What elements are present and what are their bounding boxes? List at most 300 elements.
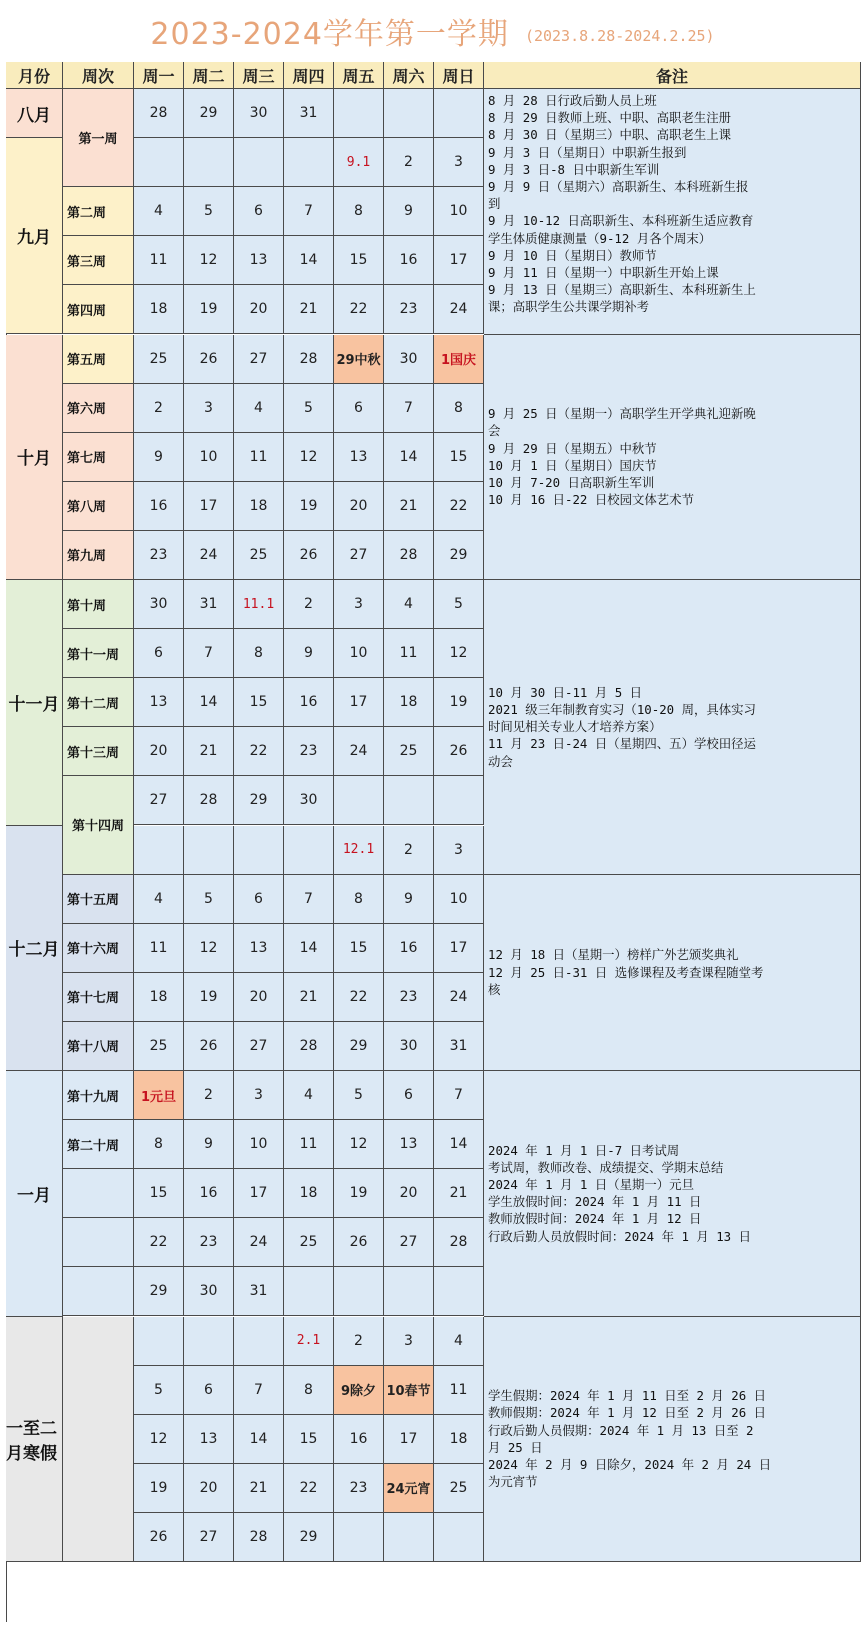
date-cell: 3 <box>334 580 384 629</box>
date-cell: 25 <box>434 1464 484 1513</box>
date-cell: 31 <box>284 89 334 138</box>
week-cell: 第十周 <box>63 580 134 629</box>
date-cell: 15 <box>284 1415 334 1464</box>
date-cell: 27 <box>184 1513 234 1562</box>
date-cell: 8 <box>434 384 484 433</box>
remark-line: 9 月 11 日（星期一）中职新生开始上课 <box>488 265 719 281</box>
date-cell: 22 <box>284 1464 334 1513</box>
week-cell: 第五周 <box>63 335 134 384</box>
date-cell: 4 <box>134 187 184 236</box>
date-cell: 11 <box>434 1366 484 1415</box>
date-cell: 22 <box>434 482 484 531</box>
date-cell: 29 <box>284 1513 334 1562</box>
remark-line: 教师放假时间：2024 年 1 月 12 日 <box>488 1211 702 1227</box>
week-cell: 第十一周 <box>63 629 134 678</box>
empty-date-cell <box>434 89 484 138</box>
date-cell: 31 <box>234 1267 284 1316</box>
date-cell: 31 <box>434 1022 484 1071</box>
remark-line: 8 月 30 日（星期三）中职、高职老生上课 <box>488 127 732 143</box>
date-cell: 11 <box>384 629 434 678</box>
date-cell: 17 <box>434 924 484 973</box>
date-cell: 9 <box>184 1120 234 1169</box>
week-cell: 第十四周 <box>63 776 134 874</box>
remarks-cell <box>484 335 861 581</box>
date-cell: 25 <box>234 531 284 580</box>
date-cell: 7 <box>284 187 334 236</box>
date-cell: 6 <box>234 187 284 236</box>
date-cell: 22 <box>334 285 384 334</box>
date-cell: 27 <box>384 1218 434 1267</box>
date-cell: 25 <box>384 727 434 776</box>
week-cell: 第十三周 <box>63 727 134 776</box>
date-cell: 13 <box>334 433 384 482</box>
empty-date-cell <box>334 1267 384 1316</box>
remark-line: 9 月 3 日（星期日）中职新生报到 <box>488 144 687 160</box>
column-header: 月份 <box>6 62 63 89</box>
date-cell: 14 <box>434 1120 484 1169</box>
remark-line: 11 月 23 日-24 日（星期四、五）学校田径运 <box>488 736 756 752</box>
date-cell: 19 <box>184 285 234 334</box>
date-cell: 27 <box>234 335 284 384</box>
date-cell: 8 <box>334 187 384 236</box>
date-cell: 19 <box>134 1464 184 1513</box>
date-cell: 15 <box>234 678 284 727</box>
date-cell: 13 <box>384 1120 434 1169</box>
date-cell: 6 <box>184 1366 234 1415</box>
month-cell: 一月 <box>6 1071 63 1317</box>
date-cell: 28 <box>284 335 334 384</box>
empty-date-cell <box>434 1513 484 1562</box>
date-cell: 17 <box>334 678 384 727</box>
remark-line: 2024 年 1 月 1 日-7 日考试周 <box>488 1142 680 1158</box>
remark-line: 月 25 日 <box>488 1439 543 1455</box>
date-cell: 15 <box>334 924 384 973</box>
remark-line: 9 月 9 日（星期六）高职新生、本科班新生报 <box>488 179 749 195</box>
empty-date-cell <box>184 138 234 187</box>
remark-line: 9 月 25 日（星期一）高职学生开学典礼迎新晚 <box>488 406 756 422</box>
column-header: 周一 <box>134 62 184 89</box>
date-cell: 3 <box>434 138 484 187</box>
week-cell: 第七周 <box>63 433 134 482</box>
date-cell: 2 <box>384 138 434 187</box>
empty-date-cell <box>384 89 434 138</box>
date-cell: 6 <box>384 1071 434 1120</box>
date-cell: 14 <box>234 1415 284 1464</box>
empty-date-cell <box>234 138 284 187</box>
date-cell: 27 <box>234 1022 284 1071</box>
date-cell: 27 <box>134 776 184 825</box>
date-cell: 20 <box>384 1169 434 1218</box>
date-cell: 7 <box>234 1366 284 1415</box>
week-cell: 第十七周 <box>63 973 134 1022</box>
date-cell: 24元宵 <box>384 1464 434 1513</box>
date-cell: 9 <box>384 187 434 236</box>
date-cell: 7 <box>184 629 234 678</box>
date-cell: 24 <box>234 1218 284 1267</box>
column-header: 周二 <box>184 62 234 89</box>
date-cell: 17 <box>184 482 234 531</box>
empty-date-cell <box>434 1267 484 1316</box>
date-cell: 29 <box>334 1022 384 1071</box>
date-cell: 14 <box>184 678 234 727</box>
date-cell: 7 <box>284 875 334 924</box>
remark-line: 2024 年 2 月 9 日除夕，2024 年 2 月 24 日 <box>488 1456 772 1472</box>
column-header: 周四 <box>284 62 334 89</box>
date-cell: 11 <box>234 433 284 482</box>
date-cell: 28 <box>384 531 434 580</box>
remark-line: 动会 <box>488 753 513 769</box>
remark-line: 会 <box>488 423 501 439</box>
date-cell: 24 <box>434 973 484 1022</box>
date-cell: 25 <box>134 335 184 384</box>
empty-date-cell <box>234 1317 284 1366</box>
week-cell: 第二十周 <box>63 1120 134 1169</box>
date-cell: 19 <box>434 678 484 727</box>
date-cell: 24 <box>334 727 384 776</box>
date-cell: 5 <box>284 384 334 433</box>
date-cell: 23 <box>284 727 334 776</box>
column-header: 周六 <box>384 62 434 89</box>
remark-line: 10 月 16 日-22 日校园文体艺术节 <box>488 492 694 508</box>
date-cell: 2 <box>334 1317 384 1366</box>
date-cell: 12 <box>184 236 234 285</box>
date-cell: 31 <box>184 580 234 629</box>
date-cell: 11 <box>134 236 184 285</box>
date-cell: 8 <box>134 1120 184 1169</box>
remark-line: 考试周，教师改卷、成绩提交、学期末总结 <box>488 1159 724 1175</box>
date-cell: 11 <box>134 924 184 973</box>
week-cell: 第十八周 <box>63 1022 134 1071</box>
empty-date-cell <box>384 776 434 825</box>
week-cell <box>63 1169 134 1218</box>
remark-line: 10 月 7-20 日高职新生军训 <box>488 474 655 490</box>
column-header: 周次 <box>63 62 134 89</box>
date-cell: 10春节 <box>384 1366 434 1415</box>
week-cell: 第十二周 <box>63 678 134 727</box>
empty-date-cell <box>184 1317 234 1366</box>
date-cell: 21 <box>284 285 334 334</box>
date-cell: 12 <box>284 433 334 482</box>
date-cell: 26 <box>134 1513 184 1562</box>
month-cell: 十月 <box>6 335 63 581</box>
empty-date-cell <box>334 89 384 138</box>
date-cell: 22 <box>234 727 284 776</box>
date-cell: 1国庆 <box>434 335 484 384</box>
empty-date-cell <box>334 1513 384 1562</box>
week-cell: 第六周 <box>63 384 134 433</box>
date-cell: 21 <box>284 973 334 1022</box>
empty-date-cell <box>384 1513 434 1562</box>
title-date-range: (2023.8.28-2024.2.25) <box>524 27 715 45</box>
date-cell: 30 <box>234 89 284 138</box>
empty-date-cell <box>384 1267 434 1316</box>
remark-line: 学生假期：2024 年 1 月 11 日至 2 月 26 日 <box>488 1388 767 1404</box>
remark-line: 2021 级三年制教育实习（10-20 周，具体实习 <box>488 701 756 717</box>
date-cell: 3 <box>234 1071 284 1120</box>
remark-line: 2024 年 1 月 1 日（星期一）元旦 <box>488 1177 694 1193</box>
date-cell: 24 <box>434 285 484 334</box>
remarks-cell <box>484 1317 861 1563</box>
date-cell: 26 <box>284 531 334 580</box>
date-cell: 18 <box>434 1415 484 1464</box>
remark-line: 行政后勤人员假期：2024 年 1 月 13 日至 2 <box>488 1422 754 1438</box>
date-cell: 2 <box>284 580 334 629</box>
date-cell: 21 <box>234 1464 284 1513</box>
date-cell: 12.1 <box>334 826 384 875</box>
week-cell: 第十九周 <box>63 1071 134 1120</box>
date-cell: 5 <box>134 1366 184 1415</box>
month-cell: 八月 <box>6 89 63 138</box>
month-cell: 十二月 <box>6 826 63 1072</box>
date-cell: 6 <box>334 384 384 433</box>
remark-line: 9 月 10-12 日高职新生、本科班新生适应教育 <box>488 213 754 229</box>
date-cell: 5 <box>334 1071 384 1120</box>
date-cell: 20 <box>234 285 284 334</box>
month-cell: 十一月 <box>6 580 63 826</box>
date-cell: 5 <box>184 875 234 924</box>
remarks-cell <box>484 1071 861 1317</box>
date-cell: 26 <box>434 727 484 776</box>
date-cell: 23 <box>384 973 434 1022</box>
remark-line: 到 <box>488 196 501 212</box>
empty-date-cell <box>334 776 384 825</box>
date-cell: 13 <box>234 236 284 285</box>
date-cell: 17 <box>234 1169 284 1218</box>
date-cell: 4 <box>384 580 434 629</box>
remark-line: 教师假期：2024 年 1 月 12 日至 2 月 26 日 <box>488 1405 767 1421</box>
empty-date-cell <box>134 138 184 187</box>
date-cell: 4 <box>134 875 184 924</box>
remark-line: 10 月 1 日（星期日）国庆节 <box>488 457 657 473</box>
date-cell: 21 <box>184 727 234 776</box>
remark-line: 学生放假时间：2024 年 1 月 11 日 <box>488 1194 702 1210</box>
date-cell: 22 <box>334 973 384 1022</box>
date-cell: 19 <box>334 1169 384 1218</box>
date-cell: 2 <box>184 1071 234 1120</box>
date-cell: 3 <box>384 1317 434 1366</box>
date-cell: 15 <box>134 1169 184 1218</box>
date-cell: 20 <box>334 482 384 531</box>
date-cell: 28 <box>234 1513 284 1562</box>
date-cell: 13 <box>234 924 284 973</box>
date-cell: 21 <box>434 1169 484 1218</box>
remarks-cell <box>484 89 861 335</box>
date-cell: 9除夕 <box>334 1366 384 1415</box>
date-cell: 14 <box>284 236 334 285</box>
week-cell: 第十五周 <box>63 875 134 924</box>
date-cell: 9 <box>134 433 184 482</box>
date-cell: 12 <box>334 1120 384 1169</box>
date-cell: 25 <box>284 1218 334 1267</box>
date-cell: 13 <box>184 1415 234 1464</box>
date-cell: 2 <box>134 384 184 433</box>
date-cell: 26 <box>334 1218 384 1267</box>
date-cell: 18 <box>384 678 434 727</box>
date-cell: 4 <box>434 1317 484 1366</box>
date-cell: 10 <box>434 187 484 236</box>
remark-line: 12 月 18 日（星期一）榜样广外艺颁奖典礼 <box>488 947 739 963</box>
date-cell: 28 <box>284 1022 334 1071</box>
date-cell: 20 <box>234 973 284 1022</box>
remark-line: 12 月 25 日-31 日 选修课程及考查课程随堂考 <box>488 964 764 980</box>
month-cell: 一至二月寒假 <box>6 1317 63 1563</box>
date-cell: 18 <box>234 482 284 531</box>
empty-date-cell <box>184 826 234 875</box>
column-header: 备注 <box>484 62 861 89</box>
date-cell: 26 <box>184 335 234 384</box>
date-cell: 24 <box>184 531 234 580</box>
month-cell: 九月 <box>6 138 63 334</box>
date-cell: 12 <box>134 1415 184 1464</box>
date-cell: 11.1 <box>234 580 284 629</box>
date-cell: 16 <box>284 678 334 727</box>
empty-date-cell <box>284 138 334 187</box>
week-cell <box>63 1267 134 1316</box>
empty-date-cell <box>284 1267 334 1316</box>
date-cell: 30 <box>184 1267 234 1316</box>
date-cell: 5 <box>434 580 484 629</box>
date-cell: 25 <box>134 1022 184 1071</box>
week-cell: 第十六周 <box>63 924 134 973</box>
remark-line: 9 月 13 日（星期三）高职新生、本科班新生上 <box>488 282 756 298</box>
date-cell: 9.1 <box>334 138 384 187</box>
title-main: 2023-2024学年第一学期 <box>150 17 509 52</box>
date-cell: 4 <box>234 384 284 433</box>
date-cell: 23 <box>384 285 434 334</box>
date-cell: 2 <box>384 826 434 875</box>
date-cell: 16 <box>384 924 434 973</box>
remark-line: 为元宵节 <box>488 1474 538 1490</box>
date-cell: 8 <box>334 875 384 924</box>
date-cell: 29 <box>434 531 484 580</box>
date-cell: 23 <box>334 1464 384 1513</box>
remark-line: 课；高职学生公共课学期补考 <box>488 299 650 315</box>
date-cell: 6 <box>234 875 284 924</box>
date-cell: 16 <box>134 482 184 531</box>
remark-line: 时间见相关专业人才培养方案） <box>488 719 662 735</box>
remark-line: 行政后勤人员放假时间：2024 年 1 月 13 日 <box>488 1228 751 1244</box>
date-cell: 23 <box>184 1218 234 1267</box>
date-cell: 10 <box>334 629 384 678</box>
empty-date-cell <box>434 776 484 825</box>
week-cell: 第八周 <box>63 482 134 531</box>
week-cell <box>63 1218 134 1267</box>
date-cell: 26 <box>184 1022 234 1071</box>
date-cell: 17 <box>384 1415 434 1464</box>
date-cell: 21 <box>384 482 434 531</box>
remarks-cell <box>484 580 861 875</box>
date-cell: 30 <box>134 580 184 629</box>
date-cell: 3 <box>184 384 234 433</box>
date-cell: 28 <box>434 1218 484 1267</box>
date-cell: 10 <box>434 875 484 924</box>
date-cell: 29 <box>184 89 234 138</box>
date-cell: 8 <box>284 1366 334 1415</box>
column-header: 周三 <box>234 62 284 89</box>
date-cell: 17 <box>434 236 484 285</box>
date-cell: 27 <box>334 531 384 580</box>
remark-line: 9 月 29 日（星期五）中秋节 <box>488 440 657 456</box>
week-cell <box>63 1317 134 1563</box>
date-cell: 18 <box>284 1169 334 1218</box>
remark-line: 学生体质健康测量（9-12 月各个周末） <box>488 230 712 246</box>
date-cell: 29 <box>134 1267 184 1316</box>
date-cell: 19 <box>184 973 234 1022</box>
date-cell: 16 <box>184 1169 234 1218</box>
date-cell: 3 <box>434 826 484 875</box>
date-cell: 29 <box>234 776 284 825</box>
week-cell: 第四周 <box>63 285 134 334</box>
date-cell: 20 <box>184 1464 234 1513</box>
empty-date-cell <box>134 826 184 875</box>
remark-line: 9 月 3 日-8 日中职新生军训 <box>488 161 660 177</box>
date-cell: 1元旦 <box>134 1071 184 1120</box>
date-cell: 18 <box>134 285 184 334</box>
remark-line: 8 月 28 日行政后勤人员上班 <box>488 93 657 108</box>
date-cell: 6 <box>134 629 184 678</box>
date-cell: 30 <box>384 335 434 384</box>
date-cell: 10 <box>184 433 234 482</box>
date-cell: 15 <box>334 236 384 285</box>
week-cell: 第三周 <box>63 236 134 285</box>
remark-line: 10 月 30 日-11 月 5 日 <box>488 684 642 700</box>
date-cell: 29中秋 <box>334 335 384 384</box>
date-cell: 15 <box>434 433 484 482</box>
date-cell: 10 <box>234 1120 284 1169</box>
date-cell: 7 <box>434 1071 484 1120</box>
date-cell: 16 <box>384 236 434 285</box>
page-title <box>0 0 865 62</box>
date-cell: 16 <box>334 1415 384 1464</box>
date-cell: 28 <box>134 89 184 138</box>
date-cell: 12 <box>434 629 484 678</box>
date-cell: 13 <box>134 678 184 727</box>
date-cell: 20 <box>134 727 184 776</box>
week-cell: 第一周 <box>63 89 134 187</box>
date-cell: 12 <box>184 924 234 973</box>
column-header: 周日 <box>434 62 484 89</box>
date-cell: 14 <box>384 433 434 482</box>
week-cell: 第九周 <box>63 531 134 580</box>
remark-line: 9 月 10 日（星期日）教师节 <box>488 247 657 263</box>
date-cell: 30 <box>284 776 334 825</box>
empty-date-cell <box>284 826 334 875</box>
date-cell: 28 <box>184 776 234 825</box>
week-cell: 第二周 <box>63 187 134 236</box>
date-cell: 4 <box>284 1071 334 1120</box>
date-cell: 30 <box>384 1022 434 1071</box>
column-header: 周五 <box>334 62 384 89</box>
remark-line: 8 月 29 日教师上班、中职、高职老生注册 <box>488 110 732 126</box>
date-cell: 22 <box>134 1218 184 1267</box>
remarks-cell <box>484 875 861 1071</box>
empty-date-cell <box>134 1317 184 1366</box>
date-cell: 9 <box>384 875 434 924</box>
calendar-table <box>6 62 861 1622</box>
date-cell: 11 <box>284 1120 334 1169</box>
date-cell: 9 <box>284 629 334 678</box>
date-cell: 2.1 <box>284 1317 334 1366</box>
empty-date-cell <box>234 826 284 875</box>
date-cell: 18 <box>134 973 184 1022</box>
date-cell: 19 <box>284 482 334 531</box>
date-cell: 8 <box>234 629 284 678</box>
date-cell: 14 <box>284 924 334 973</box>
remark-line: 核 <box>488 981 501 997</box>
date-cell: 7 <box>384 384 434 433</box>
date-cell: 23 <box>134 531 184 580</box>
date-cell: 5 <box>184 187 234 236</box>
